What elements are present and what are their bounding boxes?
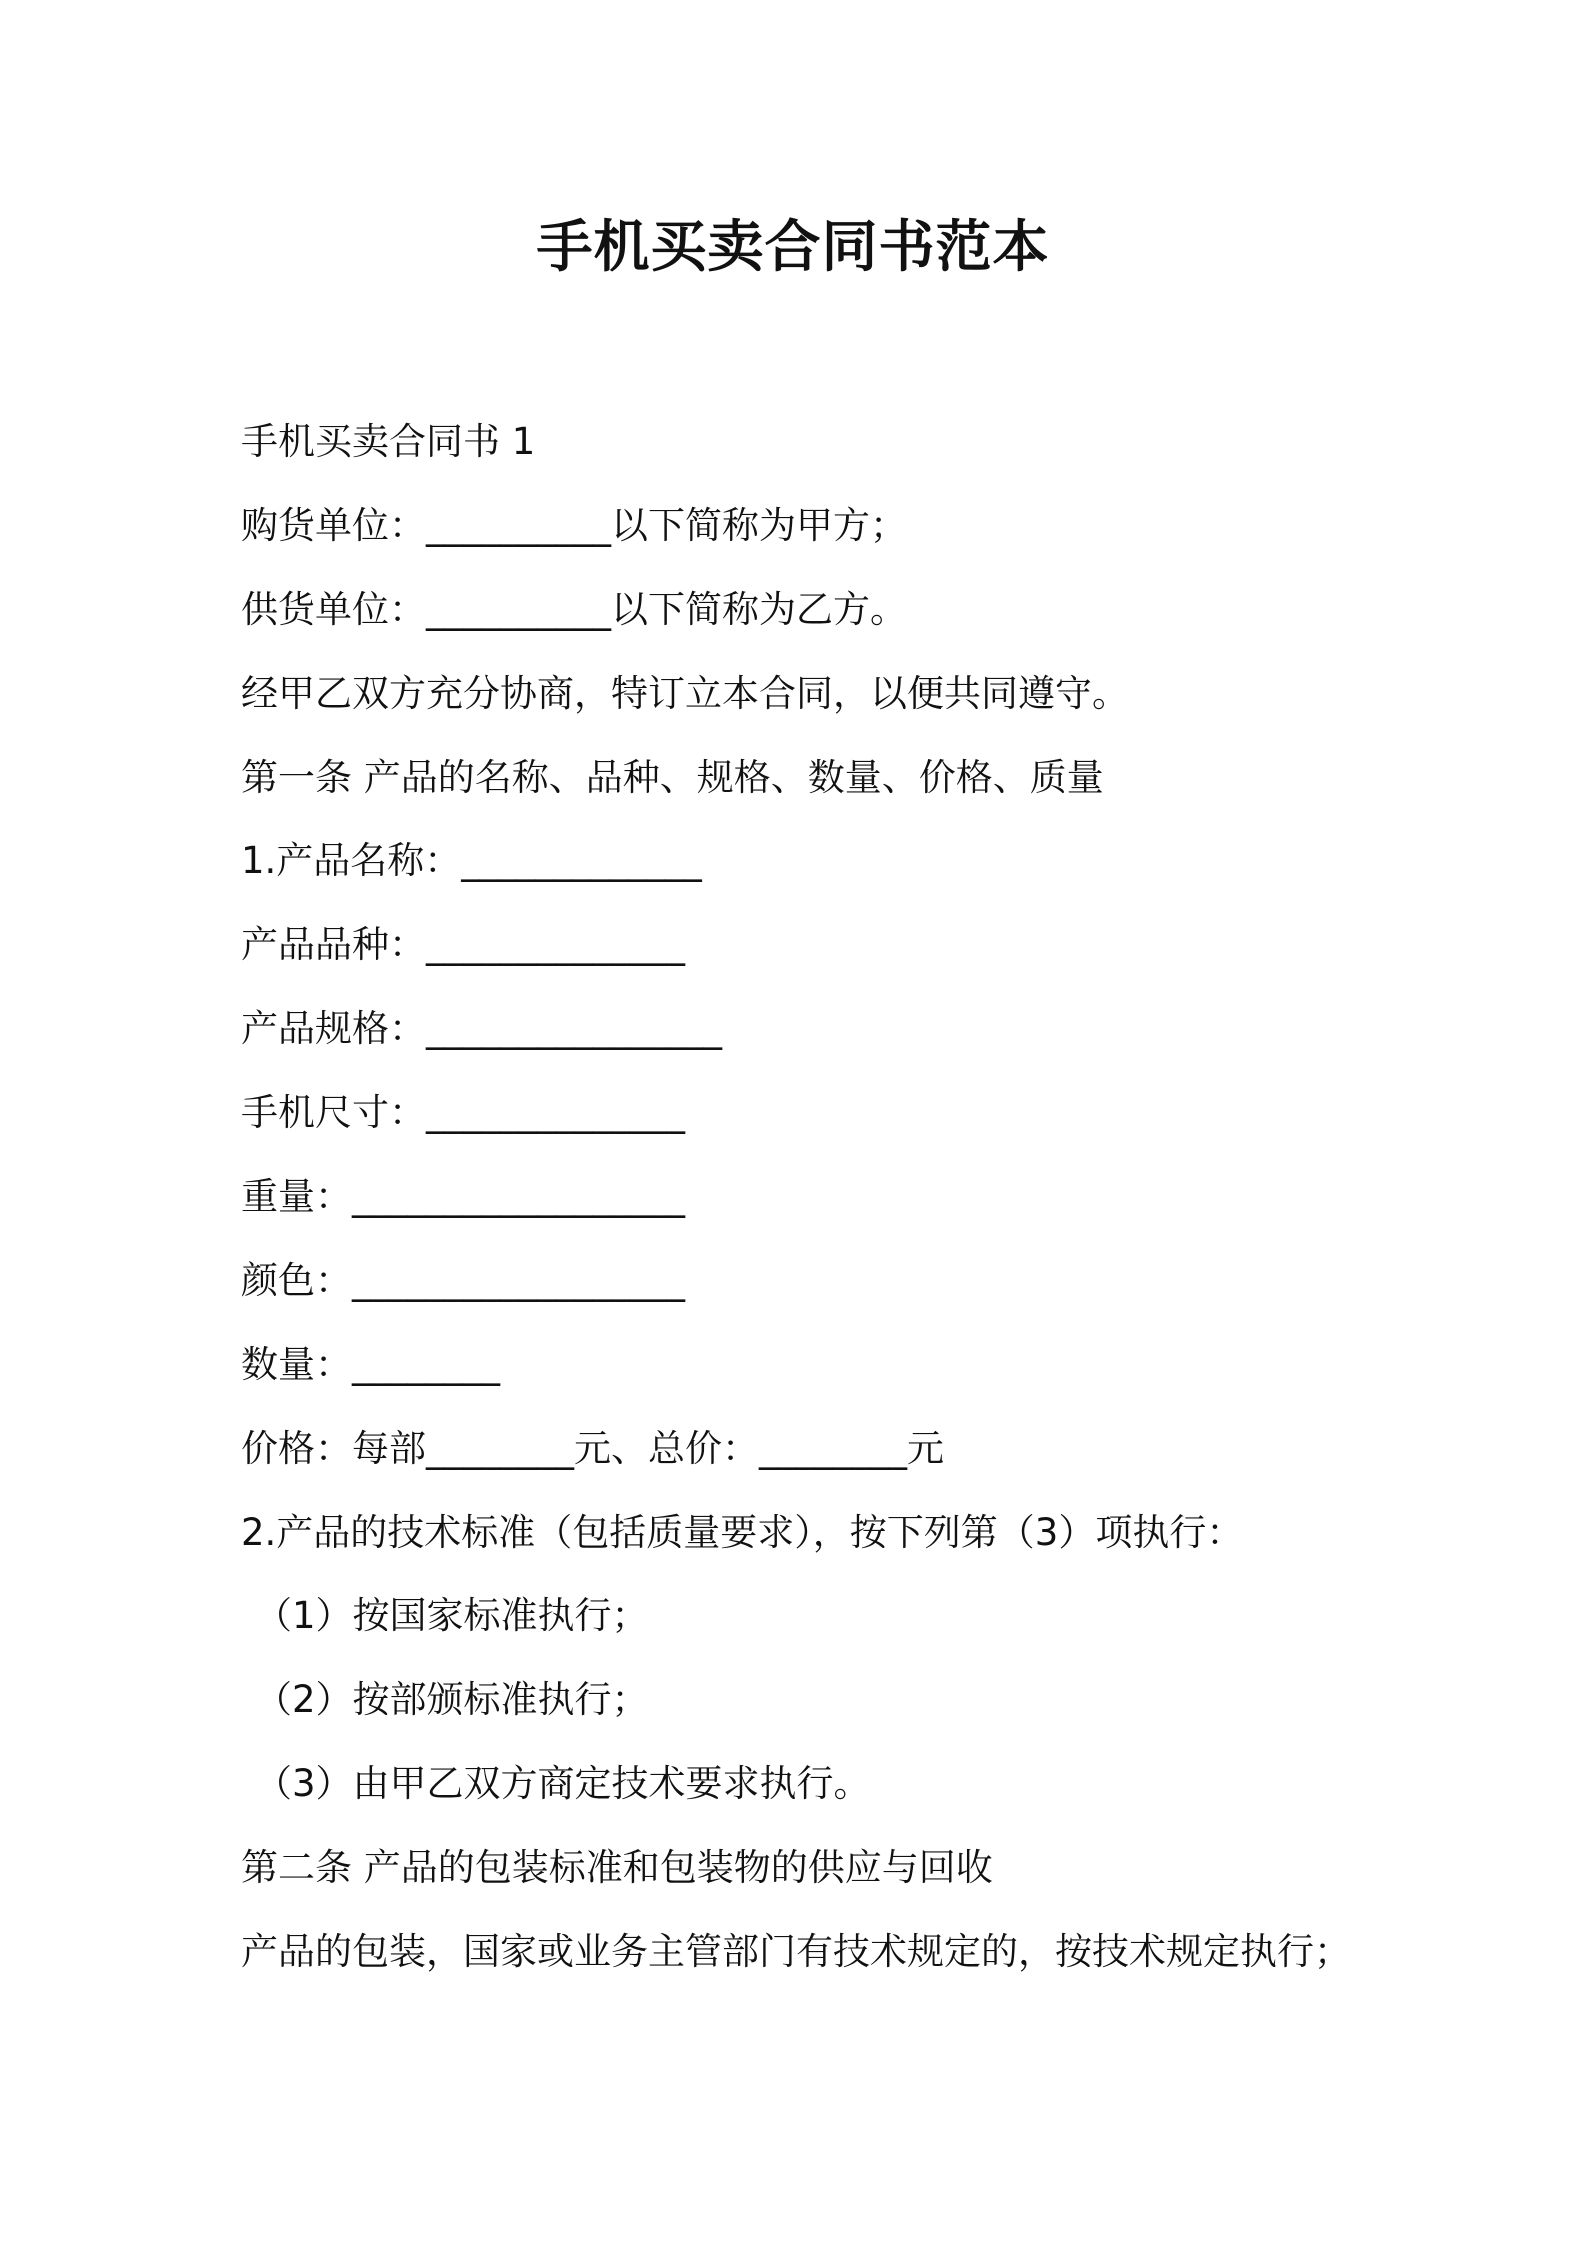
product-variety-line: 产品品种：______________ <box>241 923 685 967</box>
supplier-line: 供货单位：__________以下简称为乙方。 <box>241 587 907 631</box>
option-1-line: （1）按国家标准执行； <box>255 1594 649 1638</box>
option-3-line: （3）由甲乙双方商定技术要求执行。 <box>255 1762 871 1806</box>
document-body <box>241 400 1391 1994</box>
buyer-line: 购货单位：__________以下简称为甲方； <box>241 503 907 547</box>
contract-heading: 手机买卖合同书 1 <box>241 420 536 463</box>
quantity-line: 数量：________ <box>241 1342 500 1386</box>
phone-size-line: 手机尺寸：______________ <box>241 1091 685 1135</box>
packaging-line: 产品的包装，国家或业务主管部门有技术规定的，按技术规定执行； <box>241 1930 1351 1974</box>
article-1-heading: 第一条 产品的名称、品种、规格、数量、价格、质量 <box>241 755 1104 799</box>
price-line: 价格：每部________元、总价：________元 <box>241 1426 944 1470</box>
option-2-line: （2）按部颁标准执行； <box>255 1678 649 1722</box>
agreement-line: 经甲乙双方充分协商，特订立本合同，以便共同遵守。 <box>241 671 1129 715</box>
product-spec-line: 产品规格：________________ <box>241 1007 722 1051</box>
article-2-heading: 第二条 产品的包装标准和包装物的供应与回收 <box>241 1846 993 1890</box>
document-title: 手机买卖合同书范本 <box>536 215 1050 280</box>
weight-line: 重量：__________________ <box>241 1175 685 1219</box>
color-line: 颜色：__________________ <box>241 1258 685 1302</box>
tech-standard-line: 2.产品的技术标准（包括质量要求），按下列第（3）项执行： <box>241 1510 1244 1554</box>
product-name-line: 1.产品名称：_____________ <box>241 839 702 883</box>
